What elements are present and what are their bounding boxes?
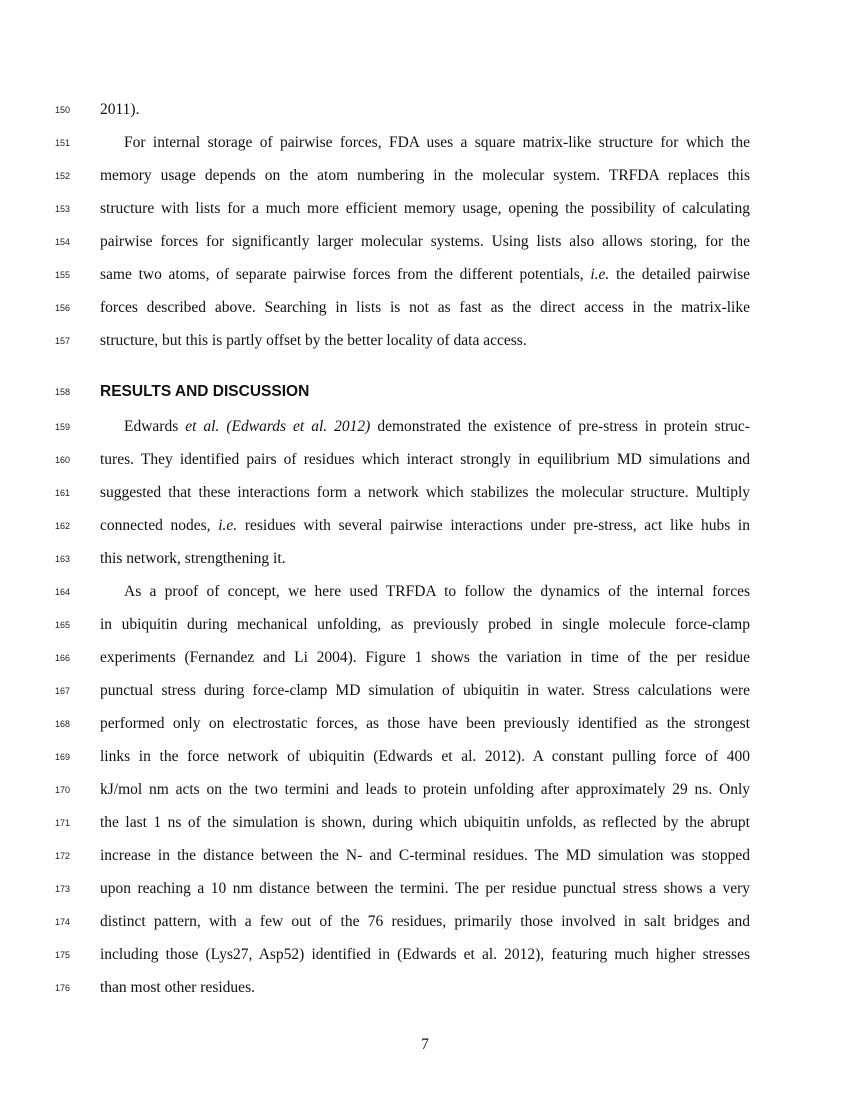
line-text: 2011). — [100, 101, 140, 118]
text-line — [0, 331, 850, 351]
text-run: same two atoms, of separate pairwise forces from the different potentials, — [100, 266, 591, 283]
line-text: memory usage depends on the atom numbering in the molecular system. TRFDA replaces this — [100, 167, 750, 184]
line-number: 151 — [54, 138, 70, 148]
line-number: 160 — [54, 455, 70, 465]
text-line — [0, 912, 850, 932]
text-line — [0, 615, 850, 635]
line-number: 174 — [54, 917, 70, 927]
line-number: 165 — [54, 620, 70, 630]
text-line — [0, 298, 850, 318]
text-line — [0, 681, 850, 701]
line-text: suggested that these interactions form a network which stabilizes the molecular structure. Multiply — [100, 484, 750, 501]
line-text: in ubiquitin during mechanical unfolding, as previously probed in single molecule force-clamp — [100, 616, 750, 633]
text-line — [0, 100, 850, 120]
text-run: residues with several pairwise interactions under pre-stress, act like hubs in — [237, 517, 750, 534]
line-number: 169 — [54, 752, 70, 762]
text-line — [0, 714, 850, 734]
line-text: structure with lists for a much more efficient memory usage, opening the possibility of calculating — [100, 200, 750, 217]
line-text: increase in the distance between the N- and C-terminal residues. The MD simulation was stopped — [100, 847, 750, 864]
text-run: connected nodes, — [100, 517, 219, 534]
line-text: tures. They identified pairs of residues which interact strongly in equilibrium MD simulations and — [100, 451, 750, 468]
text-line — [0, 648, 850, 668]
text-line — [0, 516, 850, 536]
italic-abbreviation: i.e. — [218, 517, 238, 534]
line-number: 156 — [54, 303, 70, 313]
line-number: 150 — [54, 105, 70, 115]
line-number: 159 — [54, 422, 70, 432]
line-text: this network, strengthening it. — [100, 550, 286, 567]
text-run: Edwards — [124, 418, 186, 435]
line-number: 176 — [54, 983, 70, 993]
line-number: 171 — [54, 818, 70, 828]
text-line — [0, 483, 850, 503]
line-number: 172 — [54, 851, 70, 861]
line-text: than most other residues. — [100, 979, 255, 996]
line-number: 153 — [54, 204, 70, 214]
line-text: For internal storage of pairwise forces, FDA uses a square matrix-like structure for which the — [124, 134, 750, 151]
text-line — [0, 133, 850, 153]
text-line — [0, 382, 850, 402]
line-number: 170 — [54, 785, 70, 795]
page-number: 7 — [421, 1036, 429, 1053]
text-line — [0, 582, 850, 602]
line-text: kJ/mol nm acts on the two termini and leads to protein unfolding after approximately 29 ns. Only — [100, 781, 750, 798]
text-line — [0, 232, 850, 252]
line-text: As a proof of concept, we here used TRFDA to follow the dynamics of the internal forces — [124, 583, 750, 600]
line-number: 158 — [54, 387, 70, 397]
line-text: distinct pattern, with a few out of the 76 residues, primarily those involved in salt bridges and — [100, 913, 750, 930]
italic-abbreviation: i.e. — [590, 266, 610, 283]
line-text: structure, but this is partly offset by the better locality of data access. — [100, 332, 527, 349]
text-line — [0, 879, 850, 899]
line-number: 173 — [54, 884, 70, 894]
line-text: links in the force network of ubiquitin (Edwards et al. 2012). A constant pulling force of 400 — [100, 748, 750, 765]
line-number: 155 — [54, 270, 70, 280]
text-line — [0, 747, 850, 767]
line-number: 157 — [54, 336, 70, 346]
line-number: 168 — [54, 719, 70, 729]
text-line — [0, 978, 850, 998]
text-line — [0, 199, 850, 219]
text-line — [0, 846, 850, 866]
line-text: the last 1 ns of the simulation is shown, during which ubiquitin unfolds, as reflected by the abrupt — [100, 814, 750, 831]
line-number: 163 — [54, 554, 70, 564]
text-line — [0, 549, 850, 569]
line-number: 175 — [54, 950, 70, 960]
text-line — [0, 813, 850, 833]
line-text: punctual stress during force-clamp MD simulation of ubiquitin in water. Stress calculations were — [100, 682, 750, 699]
text-line — [0, 450, 850, 470]
line-text — [100, 516, 750, 536]
italic-citation: et al. (Edwards et al. 2012) — [185, 418, 371, 435]
line-number: 154 — [54, 237, 70, 247]
line-text — [100, 265, 750, 285]
line-text: pairwise forces for significantly larger molecular systems. Using lists also allows storing, for the — [100, 233, 750, 250]
line-text — [124, 417, 750, 437]
line-text: upon reaching a 10 nm distance between the termini. The per residue punctual stress shows a very — [100, 880, 750, 897]
line-number: 166 — [54, 653, 70, 663]
section-heading: RESULTS AND DISCUSSION — [100, 383, 310, 400]
text-line — [0, 417, 850, 437]
text-run: the detailed pairwise — [609, 266, 750, 283]
text-line — [0, 265, 850, 285]
line-text: performed only on electrostatic forces, as those have been previously identified as the strongest — [100, 715, 750, 732]
line-text: including those (Lys27, Asp52) identified in (Edwards et al. 2012), featuring much higher stresses — [100, 946, 750, 963]
text-line — [0, 945, 850, 965]
line-number: 164 — [54, 587, 70, 597]
text-line — [0, 166, 850, 186]
line-number: 167 — [54, 686, 70, 696]
line-number: 161 — [54, 488, 70, 498]
text-run: demonstrated the existence of pre-stress in protein struc- — [370, 418, 750, 435]
line-number: 152 — [54, 171, 70, 181]
line-text: forces described above. Searching in lists is not as fast as the direct access in the matrix-like — [100, 299, 750, 316]
line-number: 162 — [54, 521, 70, 531]
text-line — [0, 780, 850, 800]
line-text: experiments (Fernandez and Li 2004). Figure 1 shows the variation in time of the per residue — [100, 649, 750, 666]
